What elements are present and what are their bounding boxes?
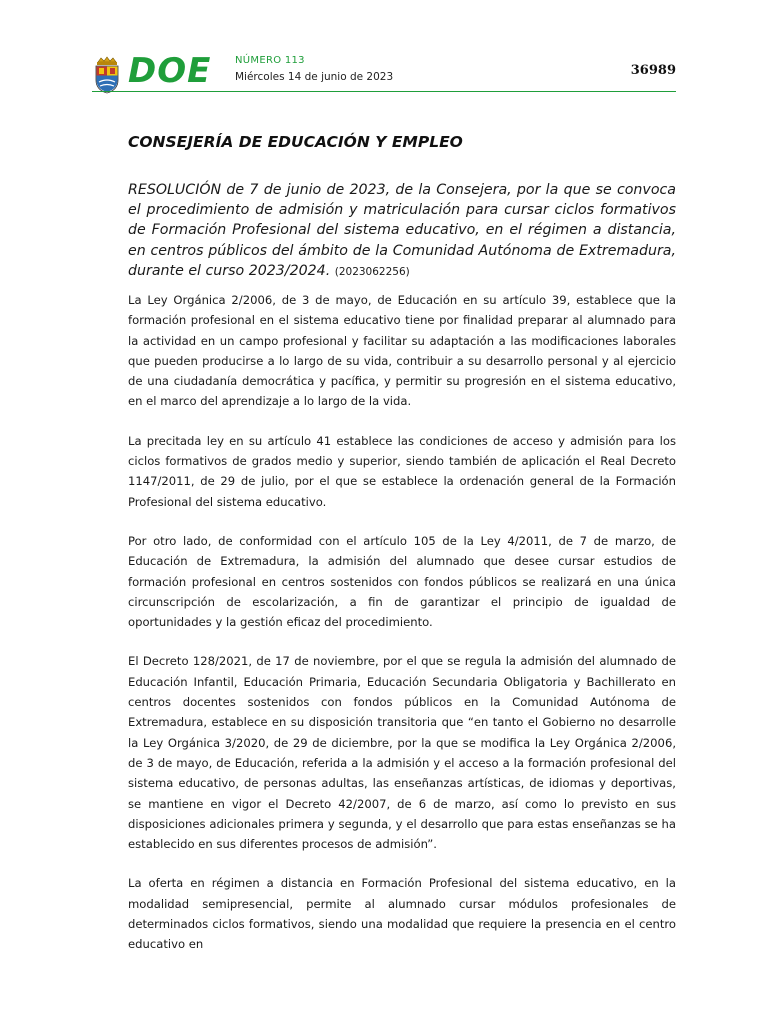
document-body xyxy=(128,290,676,974)
section-title: CONSEJERÍA DE EDUCACIÓN Y EMPLEO xyxy=(128,133,463,151)
extremadura-coat-of-arms-icon xyxy=(92,56,122,94)
issue-number: NÚMERO 113 xyxy=(235,55,305,66)
body-paragraph: La oferta en régimen a distancia en Formación Profesional del sistema educativo, en la modalidad semipresencial, permite al alumnado cursar módulos profesionales de determinados ciclos formativos, siendo una modalidad que requiere la presencia en el centro educativo en xyxy=(128,876,676,952)
body-paragraph: El Decreto 128/2021, de 17 de noviembre, por el que se regula la admisión del alumnado de Educación Infantil, Educación Primaria, Educación Secundaria Obligatoria y Bachillerato en centros docentes sostenidos con fondos públicos en la Comunidad Autónoma de Extremadura, establece en su disposición transitoria que “en tanto el Gobierno no desarrolle la Ley Orgánica 3/2020, de 29 de diciembre, por la que se modifica la Ley Orgánica 2/2006, de 3 de mayo, de Educación, referida a la admisión y el acceso a la formación profesional del sistema educativo, de personas adultas, las enseñanzas artísticas, de idiomas y deportivas, se mantiene en vigor el Decreto 42/2007, de 6 de marzo, así como lo previsto en sus disposiciones adicionales primera y segunda, y el desarrollo que para estas enseñanzas se ha establecido en sus diferentes procesos de admisión”. xyxy=(128,654,676,852)
doe-logo: DOE xyxy=(128,51,212,91)
doe-header xyxy=(92,52,676,94)
resolution-reference: (2023062256) xyxy=(334,265,410,278)
page-number: 36989 xyxy=(630,63,676,78)
issue-date: Miércoles 14 de junio de 2023 xyxy=(235,71,394,83)
body-paragraph: La precitada ley en su artículo 41 establece las condiciones de acceso y admisión para los ciclos formativos de grados medio y superior, siendo también de aplicación el Real Decreto 1147/2011, de 29 de julio, por el que se establece la ordenación general de la Formación Profesional del sistema educativo. xyxy=(128,433,676,509)
body-paragraph: Por otro lado, de conformidad con el artículo 105 de la Ley 4/2011, de 7 de marzo, de Educación de Extremadura, la admisión del alumnado que desee cursar estudios de formación profesional en centros sostenidos con fondos públicos se realizará en una única circunscripción de escolarización, a fin de garantizar el principio de igualdad de oportunidades y la gestión eficaz del procedimiento. xyxy=(128,533,676,630)
resolution-title xyxy=(128,180,676,282)
resolution-text: RESOLUCIÓN de 7 de junio de 2023, de la Consejera, por la que se convoca el procedimiento de admisión y matriculación para cursar ciclos formativos de Formación Profesional del sistema educativo, en el régimen a distancia, en centros públicos del ámbito de la Comunidad Autónoma de Extremadura, durante el curso 2023/2024. xyxy=(128,182,676,279)
body-paragraph: La Ley Orgánica 2/2006, de 3 de mayo, de Educación en su artículo 39, establece que la formación profesional en el sistema educativo tiene por finalidad preparar al alumnado para la actividad en un campo profesional y facilitar su adaptación a las modificaciones laborales que pueden producirse a lo largo de su vida, contribuir a su desarrollo personal y al ejercicio de una ciudadanía democrática y pacífica, y permitir su progresión en el sistema educativo, en el marco del aprendizaje a lo largo de la vida. xyxy=(128,293,676,409)
header-divider xyxy=(92,91,676,92)
